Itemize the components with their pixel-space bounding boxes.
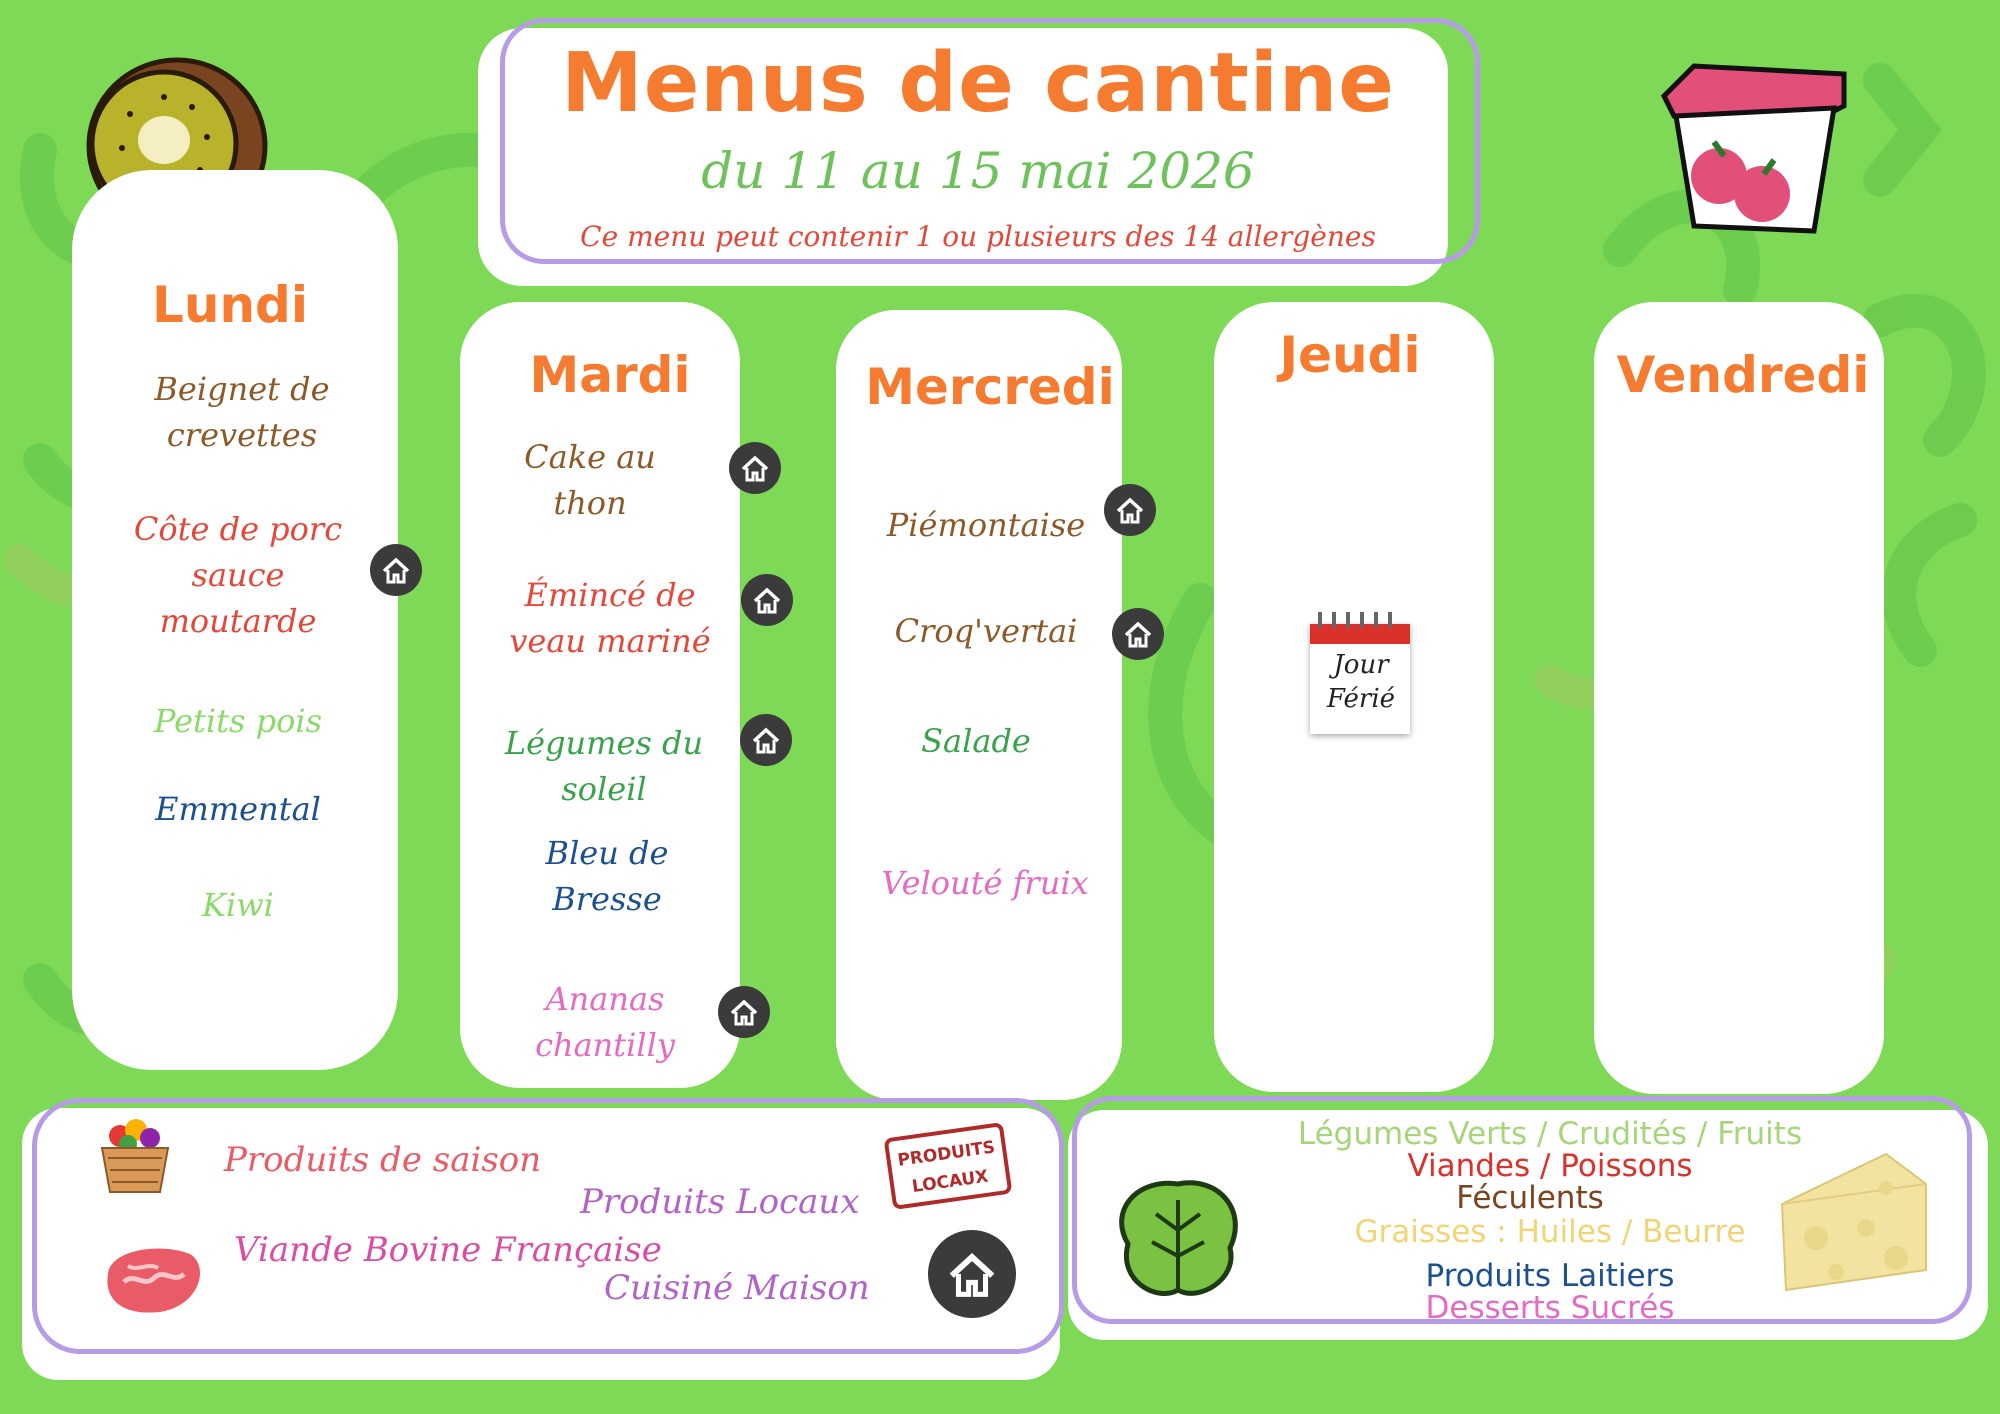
dish-mardi-2: Émincé de veau mariné: [509, 576, 711, 660]
legend-viandes-poissons: Viandes / Poissons: [1407, 1148, 1693, 1184]
calendar-icon: [1310, 612, 1410, 736]
home-icon: [729, 442, 781, 494]
day-title-vendredi: Vendredi: [1616, 346, 1870, 404]
allergen-note: Ce menu peut contenir 1 ou plusieurs des 14 allergènes: [580, 220, 1376, 253]
day-column-mardi: [460, 302, 740, 1088]
dish-lundi-4: Emmental: [155, 790, 321, 828]
dish-lundi-2: Côte de porc sauce moutarde: [133, 510, 343, 640]
home-icon: [740, 714, 792, 766]
dish-mercredi-4: Velouté fruix: [881, 864, 1089, 902]
fruit-basket-icon: [98, 1114, 172, 1196]
day-title-lundi: Lundi: [152, 276, 308, 334]
dish-lundi-1: Beignet de crevettes: [154, 370, 330, 454]
legend-cuisine-maison: Cuisiné Maison: [604, 1268, 870, 1308]
date-range: du 11 au 15 mai 2026: [701, 142, 1255, 200]
jour-ferie-text-2: Férié: [1326, 684, 1396, 714]
dish-mardi-1: Cake au thon: [524, 438, 656, 522]
lettuce-icon: [1108, 1170, 1250, 1304]
dish-mardi-3: Légumes du soleil: [504, 724, 704, 808]
legend-desserts-sucres: Desserts Sucrés: [1425, 1290, 1675, 1326]
legend-produits-laitiers: Produits Laitiers: [1425, 1258, 1675, 1294]
legend-graisses: Graisses : Huiles / Beurre: [1354, 1214, 1746, 1250]
steak-icon: [100, 1244, 206, 1316]
legend-legumes-verts: Légumes Verts / Crudités / Fruits: [1297, 1116, 1803, 1152]
day-title-jeudi: Jeudi: [1279, 326, 1421, 384]
stamp-text: PRODUITS LOCAUX: [896, 1137, 997, 1198]
dish-mercredi-1: Piémontaise: [886, 506, 1086, 544]
home-icon: [1104, 484, 1156, 536]
dish-mercredi-2: Croq'vertai: [894, 612, 1078, 650]
day-title-mardi: Mardi: [529, 346, 691, 404]
page-title: Menus de cantine: [561, 36, 1395, 131]
legend-produits-locaux: Produits Locaux: [580, 1182, 860, 1222]
home-icon: [928, 1230, 1016, 1318]
yogurt-strawberry-icon: [1654, 56, 1858, 246]
dish-mardi-5: Ananas chantilly: [535, 980, 675, 1064]
jour-ferie-text-1: Jour: [1333, 650, 1389, 680]
day-column-vendredi: [1594, 302, 1884, 1094]
home-icon: [741, 574, 793, 626]
legend-produits-saison: Produits de saison: [224, 1140, 542, 1180]
day-column-mercredi: [836, 310, 1122, 1100]
home-icon: [718, 986, 770, 1038]
legend-feculents: Féculents: [1456, 1180, 1604, 1216]
home-icon: [370, 544, 422, 596]
dish-mercredi-3: Salade: [921, 722, 1031, 760]
legend-viande-bovine: Viande Bovine Française: [234, 1230, 662, 1270]
dish-mardi-4: Bleu de Bresse: [545, 834, 669, 918]
dish-lundi-3: Petits pois: [154, 702, 322, 740]
dish-lundi-5: Kiwi: [202, 886, 274, 924]
day-title-mercredi: Mercredi: [865, 358, 1115, 416]
home-icon: [1112, 608, 1164, 660]
